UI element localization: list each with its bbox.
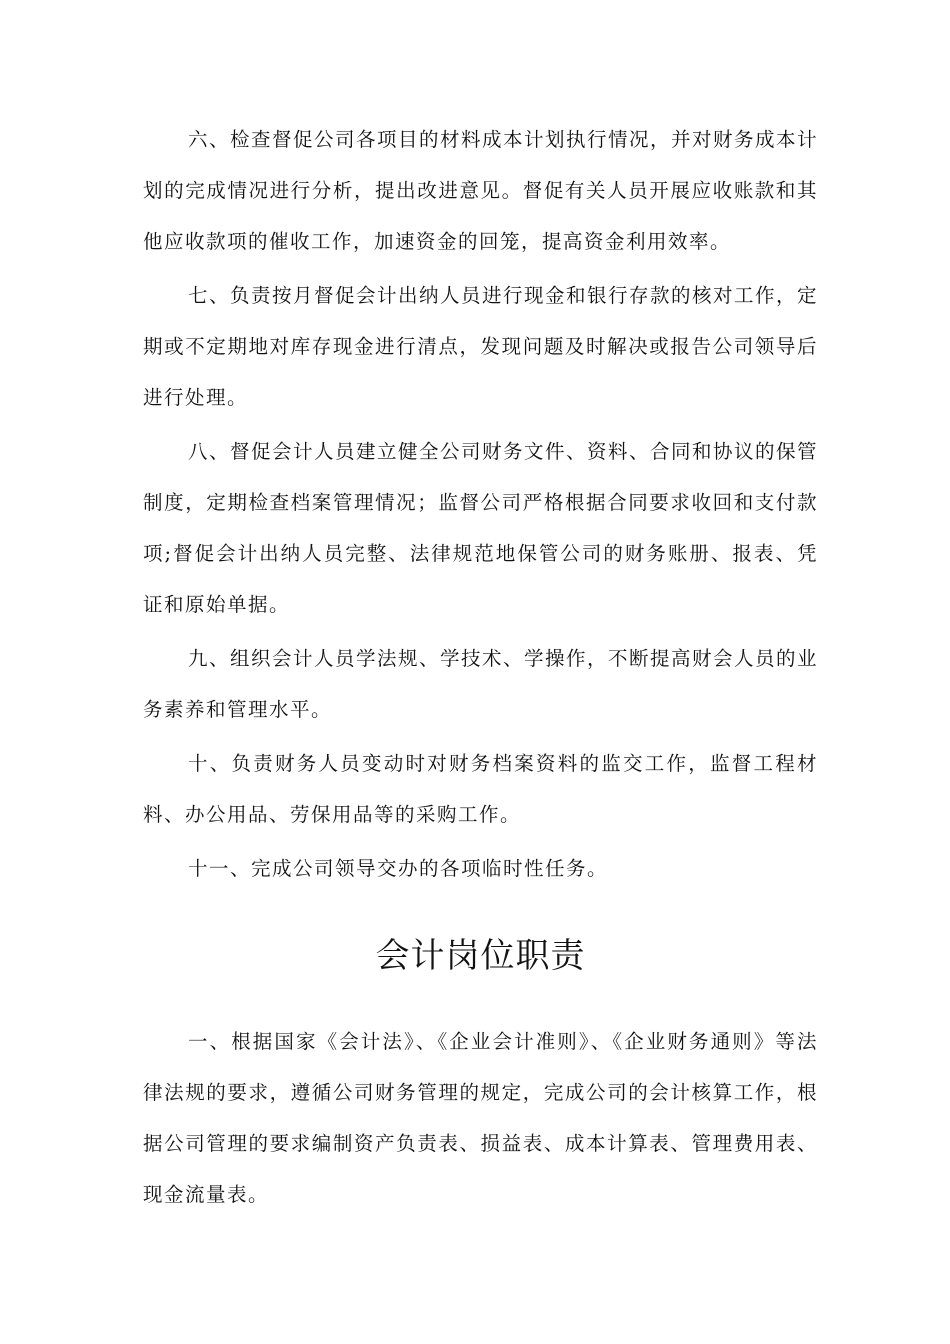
paragraph-item-8: 八、督促会计人员建立健全公司财务文件、资料、合同和协议的保管制度，定期检查档案管理情况；监督公司严格根据合同要求收回和支付款项;督促会计出纳人员完整、法律规范地保管公司的财务账册、报表、凭证和原始单据。 bbox=[143, 440, 819, 616]
paragraph-item-9: 九、组织会计人员学法规、学技术、学操作，不断提高财会人员的业务素养和管理水平。 bbox=[143, 647, 819, 721]
paragraph-item-10: 十、负责财务人员变动时对财务档案资料的监交工作，监督工程材料、办公用品、劳保用品等的采购工作。 bbox=[143, 752, 818, 826]
paragraph-item-6: 六、检查督促公司各项目的材料成本计划执行情况，并对财务成本计划的完成情况进行分析，提出改进意见。督促有关人员开展应收账款和其他应收款项的催收工作，加速资金的回笼，提高资金利用效率。 bbox=[143, 128, 819, 253]
paragraph-item-1: 一、根据国家《会计法》、《企业会计准则》、《企业财务通则》等法律法规的要求，遵循公司财务管理的规定，完成公司的会计核算工作，根据公司管理的要求编制资产负责表、损益表、成本计算表、管理费用表、现金流量表。 bbox=[143, 1030, 818, 1206]
section-title: 会计岗位职责 bbox=[375, 936, 586, 976]
document-body bbox=[143, 114, 818, 1220]
paragraph-item-7: 七、负责按月督促会计出纳人员进行现金和银行存款的核对工作，定期或不定期地对库存现金进行清点，发现问题及时解决或报告公司领导后进行处理。 bbox=[143, 284, 819, 409]
paragraph-item-11: 十一、完成公司领导交办的各项临时性任务。 bbox=[188, 857, 609, 880]
